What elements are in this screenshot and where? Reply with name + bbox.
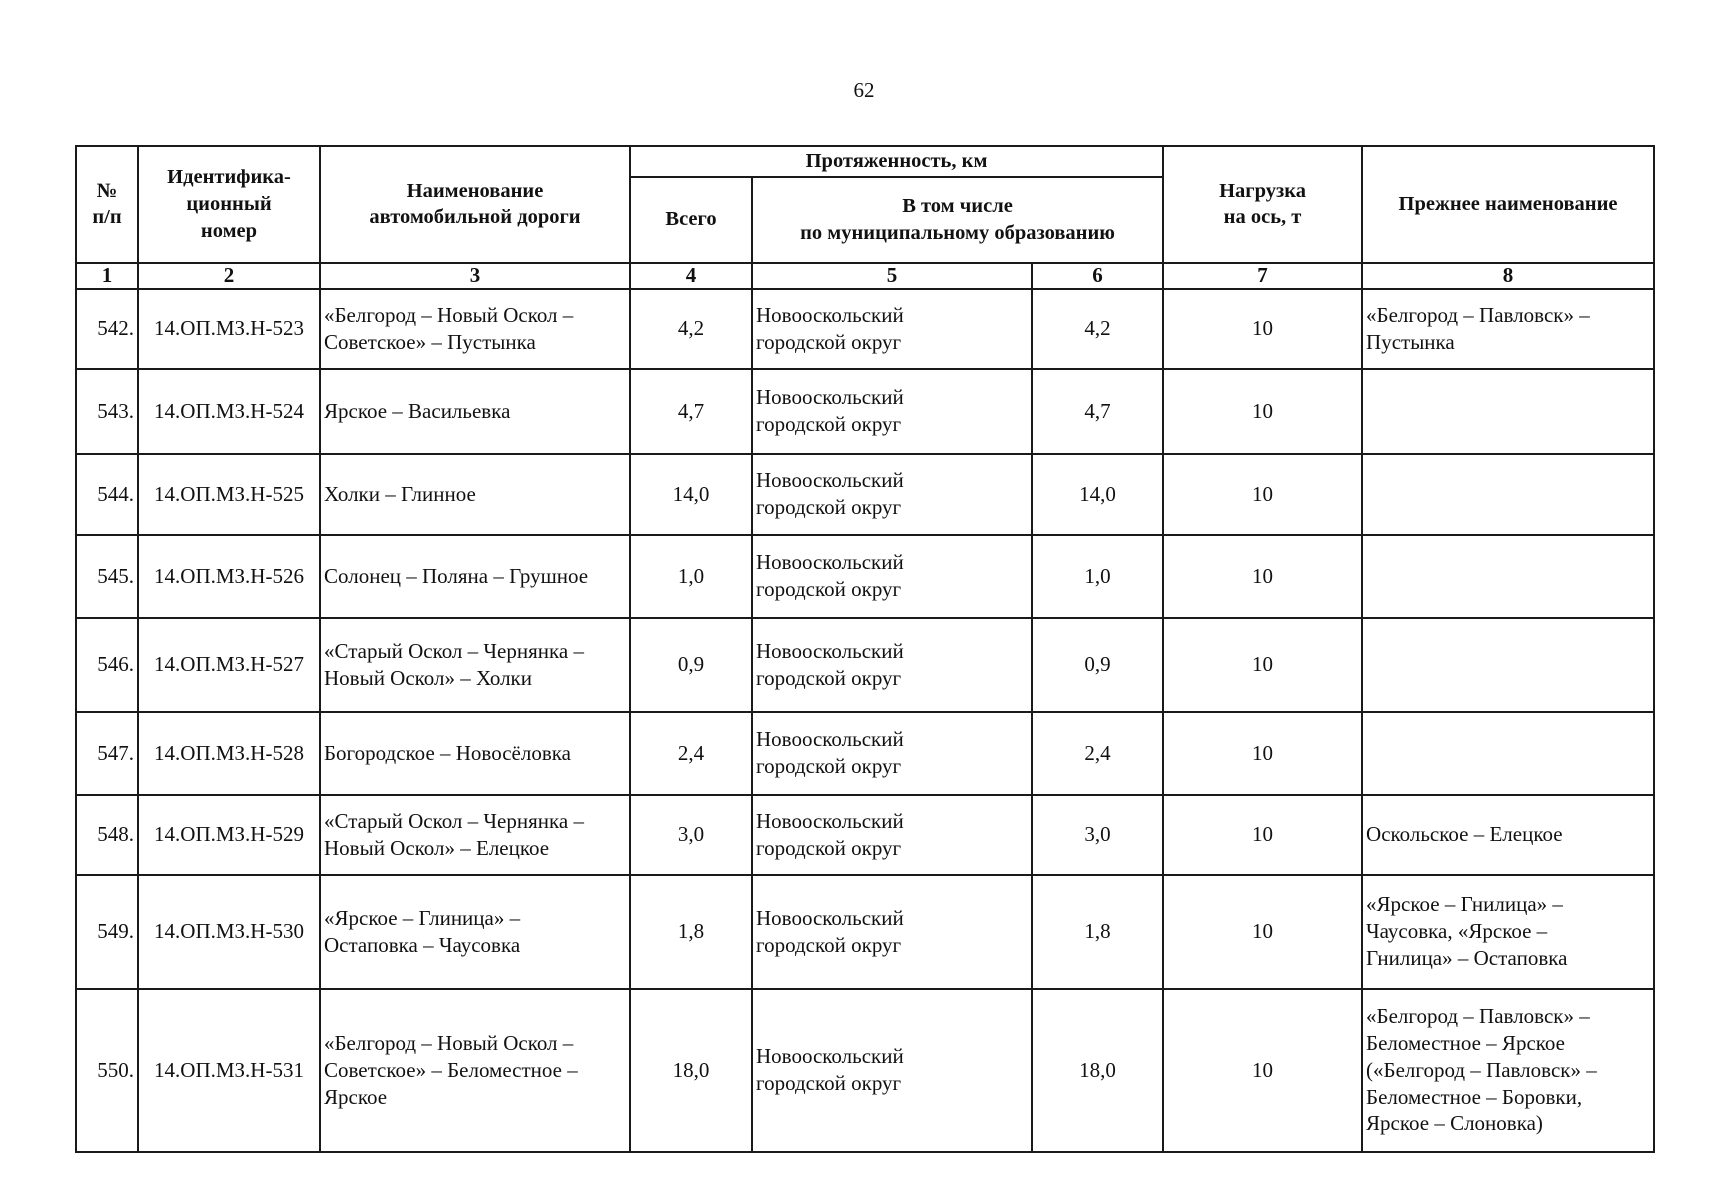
length-total: 1,0	[630, 535, 752, 618]
former-name	[1362, 712, 1654, 795]
column-number: 5	[752, 263, 1032, 289]
column-number: 1	[76, 263, 138, 289]
row-number: 546.	[76, 618, 138, 712]
municipal-length: 1,0	[1032, 535, 1163, 618]
municipality: Новооскольский городской округ	[752, 712, 1032, 795]
road-name: «Белгород – Новый Оскол – Советское» – Беломестное – Ярское	[320, 989, 630, 1152]
municipal-length: 4,7	[1032, 369, 1163, 454]
road-name: «Ярское – Глиница» – Остаповка – Чаусовка	[320, 875, 630, 989]
municipality: Новооскольский городской округ	[752, 535, 1032, 618]
table-row	[76, 289, 1654, 369]
length-total: 4,7	[630, 369, 752, 454]
municipality: Новооскольский городской округ	[752, 454, 1032, 535]
axle-load: 10	[1163, 618, 1362, 712]
header-road-name: Наименование автомобильной дороги	[320, 146, 630, 263]
header-length-group: Протяженность, км	[630, 146, 1163, 177]
road-id: 14.ОП.МЗ.Н-530	[138, 875, 320, 989]
column-numbers-row	[76, 263, 1654, 289]
column-number: 4	[630, 263, 752, 289]
length-total: 0,9	[630, 618, 752, 712]
former-name: «Белгород – Павловск» – Пустынка	[1362, 289, 1654, 369]
former-name: Оскольское – Елецкое	[1362, 795, 1654, 875]
axle-load: 10	[1163, 454, 1362, 535]
row-number: 544.	[76, 454, 138, 535]
length-total: 3,0	[630, 795, 752, 875]
road-name: «Старый Оскол – Чернянка – Новый Оскол» – Елецкое	[320, 795, 630, 875]
road-name: «Старый Оскол – Чернянка – Новый Оскол» – Холки	[320, 618, 630, 712]
former-name	[1362, 369, 1654, 454]
header-id: Идентифика- ционный номер	[138, 146, 320, 263]
municipal-length: 4,2	[1032, 289, 1163, 369]
header-total: Всего	[630, 177, 752, 263]
municipal-length: 0,9	[1032, 618, 1163, 712]
axle-load: 10	[1163, 535, 1362, 618]
row-number: 548.	[76, 795, 138, 875]
header-num: № п/п	[76, 146, 138, 263]
column-number: 3	[320, 263, 630, 289]
road-id: 14.ОП.МЗ.Н-526	[138, 535, 320, 618]
axle-load: 10	[1163, 875, 1362, 989]
road-name: Ярское – Васильевка	[320, 369, 630, 454]
axle-load: 10	[1163, 795, 1362, 875]
column-number: 6	[1032, 263, 1163, 289]
axle-load: 10	[1163, 989, 1362, 1152]
length-total: 4,2	[630, 289, 752, 369]
header-axle-load: Нагрузка на ось, т	[1163, 146, 1362, 263]
table-body	[76, 289, 1654, 1152]
municipality: Новооскольский городской округ	[752, 795, 1032, 875]
column-number: 8	[1362, 263, 1654, 289]
page-number: 62	[853, 78, 875, 102]
table-row	[76, 454, 1654, 535]
row-number: 549.	[76, 875, 138, 989]
former-name	[1362, 454, 1654, 535]
table-row	[76, 875, 1654, 989]
municipal-length: 14,0	[1032, 454, 1163, 535]
road-id: 14.ОП.МЗ.Н-531	[138, 989, 320, 1152]
road-id: 14.ОП.МЗ.Н-525	[138, 454, 320, 535]
former-name: «Белгород – Павловск» – Беломестное – Ярское («Белгород – Павловск» – Беломестное – Боровки, Ярское – Слоновка)	[1362, 989, 1654, 1152]
road-name: Солонец – Поляна – Грушное	[320, 535, 630, 618]
table-row	[76, 795, 1654, 875]
axle-load: 10	[1163, 369, 1362, 454]
row-number: 543.	[76, 369, 138, 454]
axle-load: 10	[1163, 712, 1362, 795]
former-name	[1362, 535, 1654, 618]
municipality: Новооскольский городской округ	[752, 989, 1032, 1152]
column-number: 7	[1163, 263, 1362, 289]
municipal-length: 1,8	[1032, 875, 1163, 989]
road-id: 14.ОП.МЗ.Н-528	[138, 712, 320, 795]
table-row	[76, 369, 1654, 454]
road-id: 14.ОП.МЗ.Н-527	[138, 618, 320, 712]
table-header	[76, 146, 1654, 289]
length-total: 2,4	[630, 712, 752, 795]
table-row	[76, 712, 1654, 795]
header-former-name: Прежнее наименование	[1362, 146, 1654, 263]
row-number: 550.	[76, 989, 138, 1152]
road-id: 14.ОП.МЗ.Н-523	[138, 289, 320, 369]
road-name: Холки – Глинное	[320, 454, 630, 535]
row-number: 547.	[76, 712, 138, 795]
road-name: «Белгород – Новый Оскол – Советское» – Пустынка	[320, 289, 630, 369]
header-municipal: В том числе по муниципальному образованию	[752, 177, 1163, 263]
municipality: Новооскольский городской округ	[752, 369, 1032, 454]
column-number: 2	[138, 263, 320, 289]
road-id: 14.ОП.МЗ.Н-529	[138, 795, 320, 875]
table-row	[76, 989, 1654, 1152]
roads-table	[75, 145, 1655, 1153]
table-row	[76, 535, 1654, 618]
length-total: 1,8	[630, 875, 752, 989]
row-number: 545.	[76, 535, 138, 618]
former-name	[1362, 618, 1654, 712]
road-name: Богородское – Новосёловка	[320, 712, 630, 795]
municipality: Новооскольский городской округ	[752, 875, 1032, 989]
length-total: 14,0	[630, 454, 752, 535]
municipality: Новооскольский городской округ	[752, 618, 1032, 712]
municipal-length: 18,0	[1032, 989, 1163, 1152]
road-id: 14.ОП.МЗ.Н-524	[138, 369, 320, 454]
municipality: Новооскольский городской округ	[752, 289, 1032, 369]
former-name: «Ярское – Гнилица» – Чаусовка, «Ярское – Гнилица» – Остаповка	[1362, 875, 1654, 989]
row-number: 542.	[76, 289, 138, 369]
table-row	[76, 618, 1654, 712]
length-total: 18,0	[630, 989, 752, 1152]
axle-load: 10	[1163, 289, 1362, 369]
municipal-length: 2,4	[1032, 712, 1163, 795]
municipal-length: 3,0	[1032, 795, 1163, 875]
